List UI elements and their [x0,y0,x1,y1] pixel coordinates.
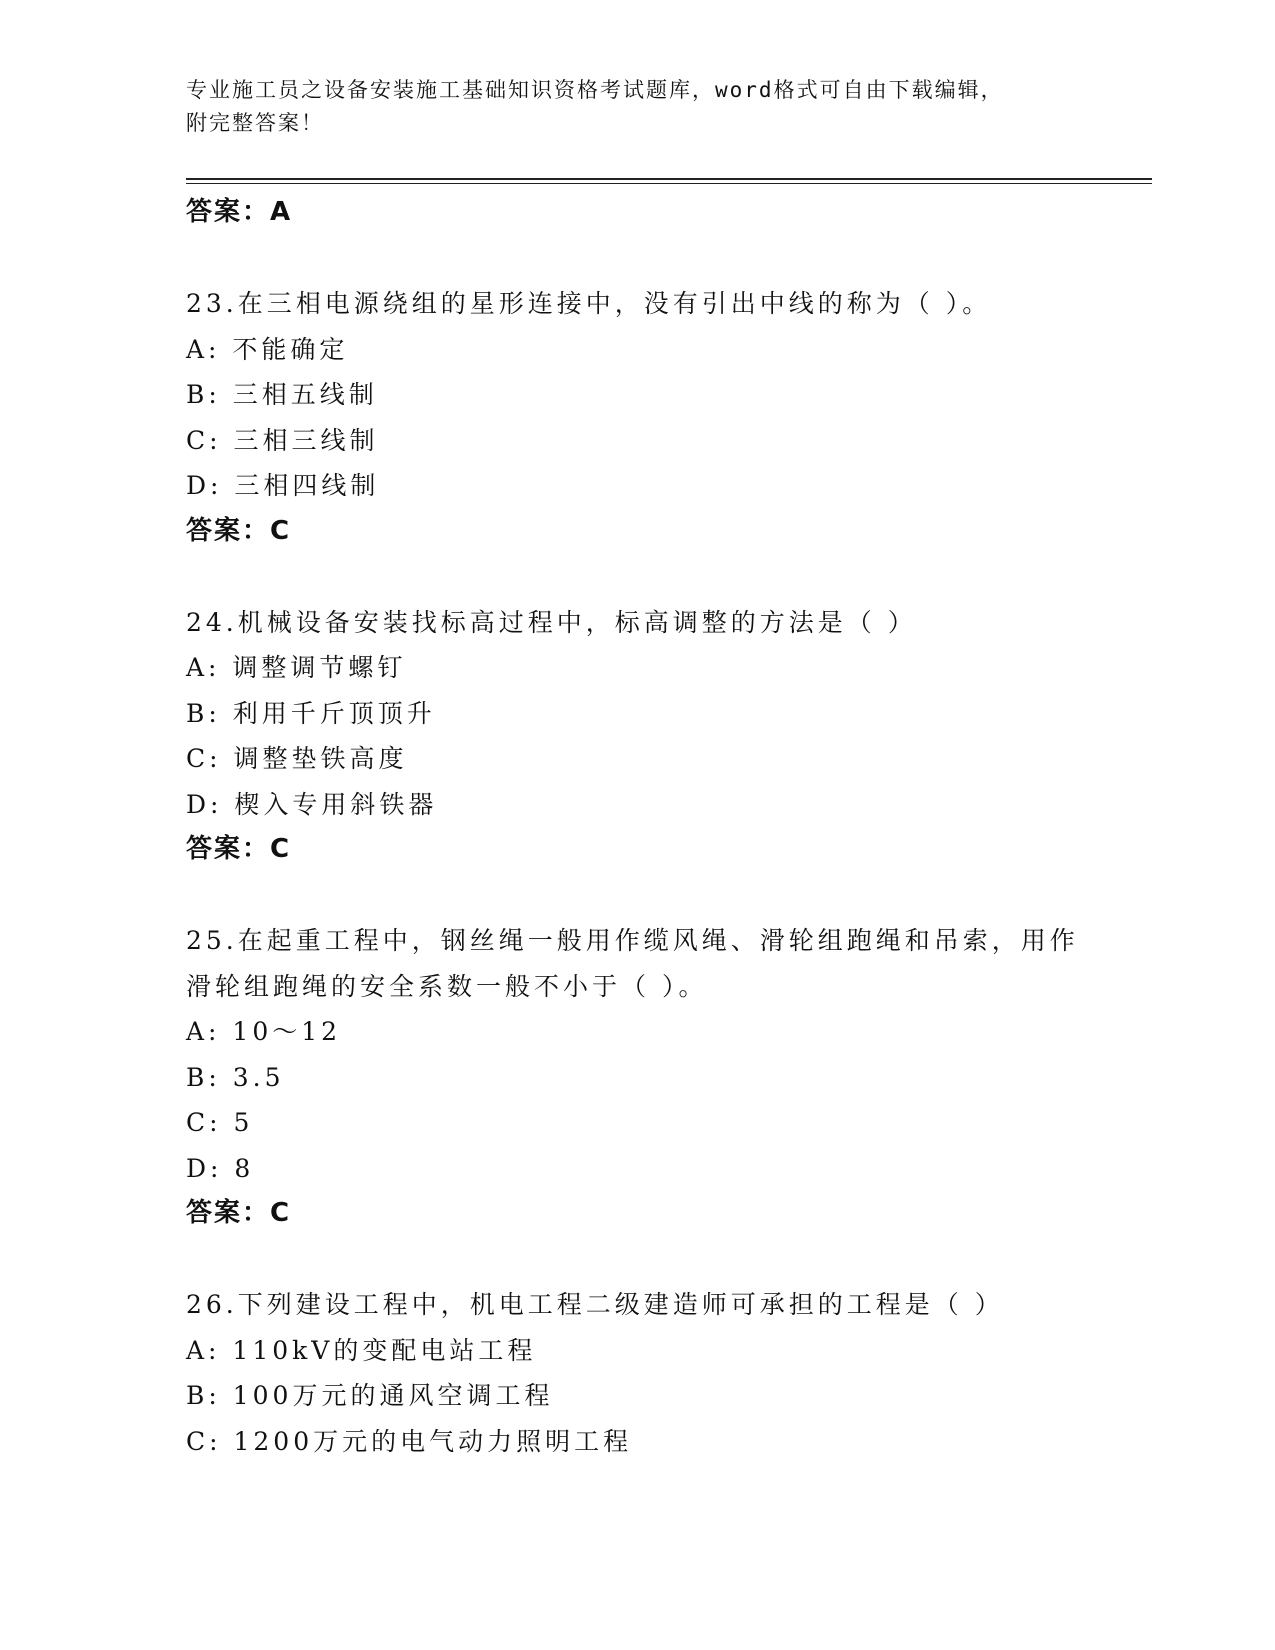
header-rule-thin [186,183,1152,184]
question-stem-line-1: 25.在起重工程中，钢丝绳一般用作缆风绳、滑轮组跑绳和吊索，用作 [186,926,1079,955]
answer-line: 答案：C [186,834,292,864]
question-list [186,190,1146,1464]
option-b: B: 100万元的通风空调工程 [186,1381,554,1410]
header-line-1: 专业施工员之设备安装施工基础知识资格考试题库，word格式可自由下载编辑， [186,78,1004,102]
option-b: B: 三相五线制 [186,380,378,409]
option-c: C: 三相三线制 [186,425,379,455]
question-block [186,600,1146,873]
answer-line: 答案：C [186,515,292,546]
option-b: B: 利用千斤顶顶升 [186,698,436,728]
answer-line: 答案：C [186,1198,292,1228]
answer-line: 答案：A [186,197,293,227]
question-stem: 26.下列建设工程中，机电工程二级建造师可承担的工程是（ ） [186,1290,1004,1319]
option-d: D: 三相四线制 [186,471,380,500]
question-block [186,918,1146,1237]
header-rule-thick [186,178,1152,180]
question-block [186,281,1146,554]
question-stem: 24.机械设备安装找标高过程中，标高调整的方法是（ ） [186,607,917,637]
option-a: A: 10～12 [186,1017,342,1046]
option-a: A: 110kV的变配电站工程 [186,1335,537,1365]
document-header [186,74,1086,140]
option-b: B: 3.5 [186,1062,285,1092]
option-d: D: 8 [186,1153,255,1183]
question-block [186,1282,1146,1464]
question-stem-line-2: 滑轮组跑绳的安全系数一般不小于（ ）。 [186,971,708,1001]
option-a: A: 调整调节螺钉 [186,653,407,682]
option-c: C: 1200万元的电气动力照明工程 [186,1426,633,1456]
option-c: C: 调整垫铁高度 [186,744,408,773]
option-d: D: 楔入专用斜铁器 [186,789,438,819]
question-stem: 23.在三相电源绕组的星形连接中，没有引出中线的称为（ ）。 [186,289,992,318]
option-c: C: 5 [186,1108,254,1137]
option-a: A: 不能确定 [186,334,349,364]
header-line-2: 附完整答案！ [186,111,324,135]
